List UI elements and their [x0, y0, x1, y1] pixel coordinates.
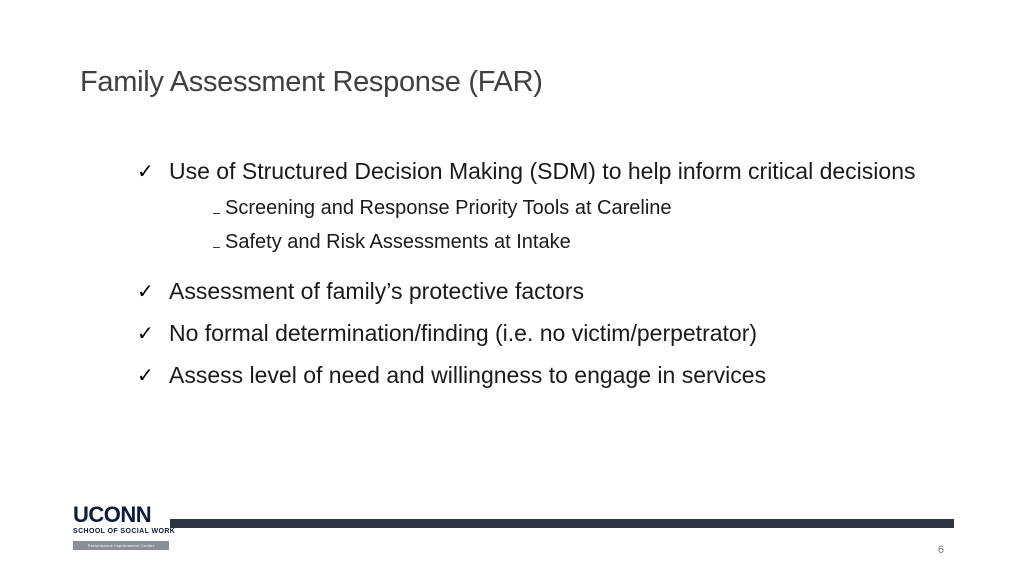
sub-bullet-item — [213, 225, 967, 259]
sub-bullet-item — [213, 191, 967, 225]
bullet-text: Use of Structured Decision Making (SDM) to help inform critical decisions — [169, 158, 916, 184]
logo-tagline: Performance Improvement Center — [73, 541, 169, 550]
check-icon: ✓ — [137, 279, 154, 303]
bullet-list — [137, 155, 967, 401]
check-icon: ✓ — [137, 159, 154, 183]
bullet-item — [137, 359, 967, 391]
slide-title: Family Assessment Response (FAR) — [80, 66, 543, 98]
sub-bullet-list — [169, 191, 967, 259]
bullet-item — [137, 317, 967, 349]
check-icon: ✓ — [137, 363, 154, 387]
bullet-item — [137, 275, 967, 307]
check-icon: ✓ — [137, 321, 154, 345]
footer-bar — [170, 519, 954, 528]
sub-bullet-text: Screening and Response Priority Tools at Careline — [225, 197, 672, 219]
bullet-text: No formal determination/finding (i.e. no victim/perpetrator) — [169, 320, 758, 346]
sub-bullet-text: Safety and Risk Assessments at Intake — [225, 231, 571, 253]
uconn-logo — [73, 502, 176, 550]
bullet-text: Assess level of need and willingness to engage in services — [169, 362, 767, 388]
bullet-text: Assessment of family’s protective factors — [169, 278, 584, 304]
logo-wordmark: UCONN — [73, 502, 152, 527]
page-number: 6 — [937, 544, 944, 556]
bullet-item — [137, 155, 967, 265]
logo-subtitle: SCHOOL OF SOCIAL WORK — [73, 528, 176, 535]
